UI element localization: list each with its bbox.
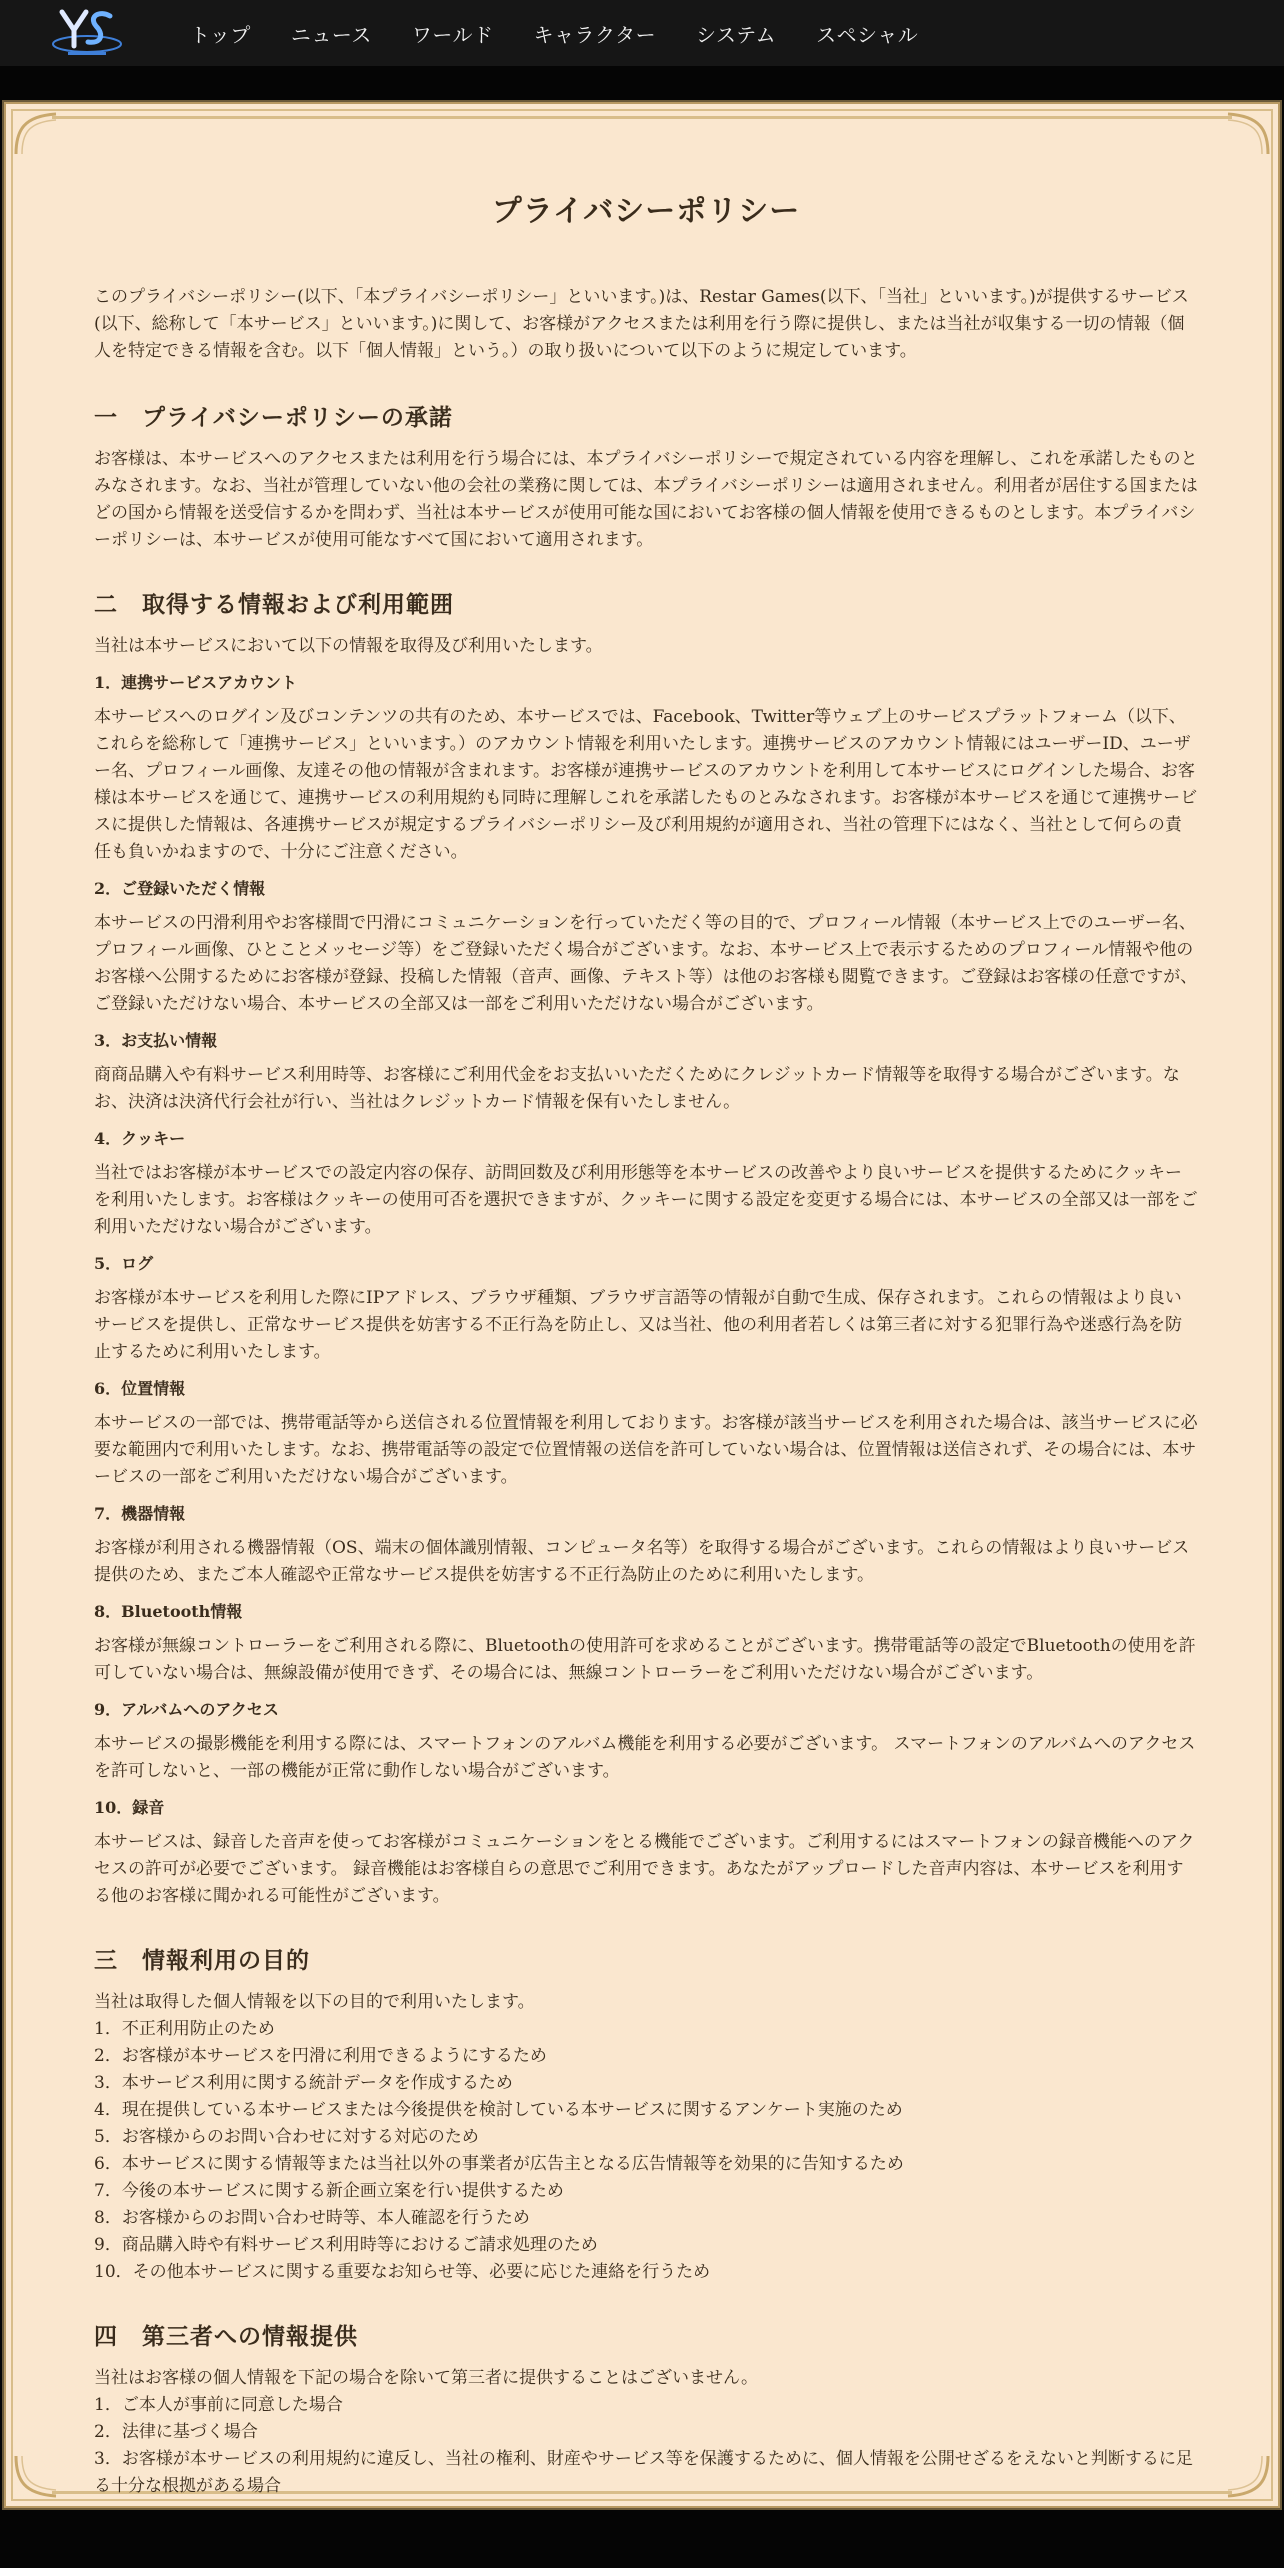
- section-lead: 当社は本サービスにおいて以下の情報を取得及び利用いたします。: [94, 636, 603, 656]
- section-heading: 四 第三者への情報提供: [94, 2323, 358, 2350]
- item-body: 本サービスは、録音した音声を使ってお客様がコミュニケーションをとる機能でございます。ご利用するにはスマートフォンの録音機能へのアクセスの許可が必要でございます。 録音機能はお客様自らの意思でご利用できます。あなたがアップロードした音声内容は、本サービスを利用する他のお客様に聞かれる可能性がございます。: [94, 1832, 1195, 1906]
- section-third-party: [94, 2318, 1198, 2500]
- item-body: 本サービスの撮影機能を利用する際には、スマートフォンのアルバム機能を利用する必要がございます。 スマートフォンのアルバムへのアクセスを許可しないと、一部の機能が正常に動作しない場合がございます。: [94, 1734, 1196, 1781]
- nav-item-character[interactable]: キャラクター: [533, 22, 657, 47]
- item-body: お客様が本サービスを利用した際にIPアドレス、ブラウザ種類、ブラウザ言語等の情報が自動で生成、保存されます。これらの情報はより良いサービスを提供し、正常なサービス提供を妨害する不正行為を防止し、又は当社、他の利用者若しくは第三者に対する犯罪行為や迷惑行為を防止するために利用いたします。: [94, 1288, 1182, 1362]
- section-lead: 当社は取得した個人情報を以下の目的で利用いたします。: [94, 1992, 535, 2012]
- list-item: 5．お客様からのお問い合わせに対する対応のため: [94, 2127, 479, 2147]
- item-title: 8．Bluetooth情報: [94, 1602, 243, 1621]
- item-body: 本サービスへのログイン及びコンテンツの共有のため、本サービスでは、Facebook、Twitter等ウェブ上のサービスプラットフォーム（以下、これらを総称して「連携サービス」といいます。）のアカウント情報を利用いたします。連携サービスのアカウント情報にはユーザーID、ユーザー名、プロフィール画像、友達その他の情報が含まれます。お客様が連携サービスのアカウントを利用して本サービスにログインした場合、お客様は本サービスを通じて、連携サービスの利用規約も同時に理解しこれを承諾したものとみなされます。お客様が本サービスを通じて連携サービスに提供した情報は、各連携サービスが規定するプライバシーポリシー及び利用規約が適用され、当社の管理下にはなく、当社として何らの責任も負いかねますので、十分にご注意ください。: [94, 707, 1198, 862]
- item-body: お客様が無線コントローラーをご利用される際に、Bluetoothの使用許可を求めることがございます。携帯電話等の設定でBluetoothの使用を許可していない場合は、無線設備が使用できず、その場合には、無線コントローラーをご利用いただけない場合がございます。: [94, 1636, 1196, 1683]
- section-collected-info: [94, 586, 1198, 1910]
- item-body: 商商品購入や有料サービス利用時等、お客様にご利用代金をお支払いいただくためにクレジットカード情報等を取得する場合がございます。なお、決済は決済代行会社が行い、当社はクレジットカード情報を保有いたしません。: [94, 1065, 1180, 1112]
- list-item: 10．その他本サービスに関する重要なお知らせ等、必要に応じた連絡を行うため: [94, 2262, 711, 2282]
- list-item: 3．本サービス利用に関する統計データを作成するため: [94, 2073, 513, 2093]
- section-heading: 一 プライバシーポリシーの承諾: [94, 404, 453, 431]
- list-item: 4．現在提供している本サービスまたは今後提供を検討している本サービスに関するアンケート実施のため: [94, 2100, 903, 2120]
- section-heading: 二 取得する情報および利用範囲: [94, 591, 454, 618]
- nav-item-top[interactable]: トップ: [190, 22, 251, 47]
- intro-paragraph: このプライバシーポリシー(以下、「本プライバシーポリシー」といいます。)は、Restar Games(以下、「当社」といいます。)が提供するサービス(以下、総称して「本サービス」といいます。)に関して、お客様がアクセスまたは利用を行う際に提供し、または当社が収集する一切の情報（個人を特定できる情報を含む。以下「個人情報」という。）の取り扱いについて以下のように規定しています。: [94, 287, 1189, 361]
- item-title: 3．お支払い情報: [94, 1031, 218, 1050]
- item-body: お客様が利用される機器情報（OS、端末の個体識別情報、コンピュータ名等）を取得する場合がございます。これらの情報はより良いサービス提供のため、またご本人確認や正常なサービス提供を妨害する不正行為防止のために利用いたします。: [94, 1538, 1190, 1585]
- list-item: 3．お客様が本サービスの利用規約に違反し、当社の権利、財産やサービス等を保護するために、個人情報を公開せざるをえないと判断するに足る十分な根拠がある場合: [94, 2449, 1193, 2496]
- list-item: 6．本サービスに関する情報等または当社以外の事業者が広告主となる広告情報等を効果的に告知するため: [94, 2154, 904, 2174]
- list-item: 7．今後の本サービスに関する新企画立案を行い提供するため: [94, 2181, 564, 2201]
- policy-content: [94, 186, 1198, 2532]
- item-body: 本サービスの円滑利用やお客様間で円滑にコミュニケーションを行っていただく等の目的で、プロフィール情報（本サービス上でのユーザー名、プロフィール画像、ひとことメッセージ等）をご登録いただく場合がございます。なお、本サービス上で表示するためのプロフィール情報や他のお客様へ公開するためにお客様が登録、投稿した情報（音声、画像、テキスト等）は他のお客様も閲覧できます。ご登録はお客様の任意ですが、ご登録いただけない場合、本サービスの全部又は一部をご利用いただけない場合がございます。: [94, 913, 1198, 1014]
- main-nav: [190, 0, 958, 66]
- corner-ornament-icon: [1226, 110, 1272, 156]
- list-item: 9．商品購入時や有料サービス利用時等におけるご請求処理のため: [94, 2235, 598, 2255]
- list-item: 8．お客様からのお問い合わせ時等、本人確認を行うため: [94, 2208, 530, 2228]
- section-usage-purpose: [94, 1942, 1198, 2286]
- item-body: 当社ではお客様が本サービスでの設定内容の保存、訪問回数及び利用形態等を本サービスの改善やより良いサービスを提供するためにクッキーを利用いたします。お客様はクッキーの使用可否を選択できますが、クッキーに関する設定を変更する場合には、本サービスの全部又は一部をご利用いただけない場合がございます。: [94, 1163, 1198, 1237]
- section-consent: [94, 399, 1198, 554]
- top-navigation-bar: [0, 0, 1284, 66]
- list-item: 1．ご本人が事前に同意した場合: [94, 2395, 343, 2415]
- corner-ornament-icon: [1226, 2454, 1272, 2500]
- item-title: 2．ご登録いただく情報: [94, 879, 266, 898]
- nav-item-news[interactable]: ニュース: [290, 22, 372, 47]
- list-item: 1．不正利用防止のため: [94, 2019, 275, 2039]
- site-logo[interactable]: [44, 2, 130, 64]
- nav-item-world[interactable]: ワールド: [411, 22, 494, 47]
- nav-item-special[interactable]: スペシャル: [816, 22, 919, 47]
- item-title: 7．機器情報: [94, 1504, 186, 1523]
- item-title: 1．連携サービスアカウント: [94, 673, 297, 692]
- section-heading: 三 情報利用の目的: [94, 1947, 310, 1974]
- corner-ornament-icon: [12, 110, 58, 156]
- list-item: 2．法律に基づく場合: [94, 2422, 258, 2442]
- item-body: 本サービスの一部では、携帯電話等から送信される位置情報を利用しております。お客様が該当サービスを利用された場合は、該当サービスに必要な範囲内で利用いたします。なお、携帯電話等の設定で位置情報の送信を許可していない場合は、位置情報は送信されず、その場合には、本サービスの一部をご利用いただけない場合がございます。: [94, 1413, 1198, 1487]
- item-title: 4．クッキー: [94, 1129, 186, 1148]
- nav-item-system[interactable]: システム: [696, 22, 777, 47]
- section-lead: 当社はお客様の個人情報を下記の場合を除いて第三者に提供することはございません。: [94, 2368, 759, 2388]
- panel-border-top: [52, 116, 1232, 119]
- item-title: 10．録音: [94, 1798, 165, 1817]
- list-item: 2．お客様が本サービスを円滑に利用できるようにするため: [94, 2046, 547, 2066]
- corner-ornament-icon: [12, 2454, 58, 2500]
- page-title: プライバシーポリシー: [491, 194, 801, 229]
- item-title: 6．位置情報: [94, 1379, 186, 1398]
- section-body: お客様は、本サービスへのアクセスまたは利用を行う場合には、本プライバシーポリシーで規定されている内容を理解し、これを承諾したものとみなされます。なお、当社が管理していない他の会社の業務に関しては、本プライバシーポリシーは適用されません。利用者が居住する国またはどの国から情報を送受信するかを問わず、当社は本サービスが使用可能な国においてお客様の個人情報を使用できるものとします。本プライバシーポリシーは、本サービスが使用可能なすべて国において適用されます。: [94, 449, 1198, 550]
- item-title: 9．アルバムへのアクセス: [94, 1700, 279, 1719]
- item-title: 5．ログ: [94, 1254, 154, 1273]
- policy-panel: [4, 102, 1280, 2508]
